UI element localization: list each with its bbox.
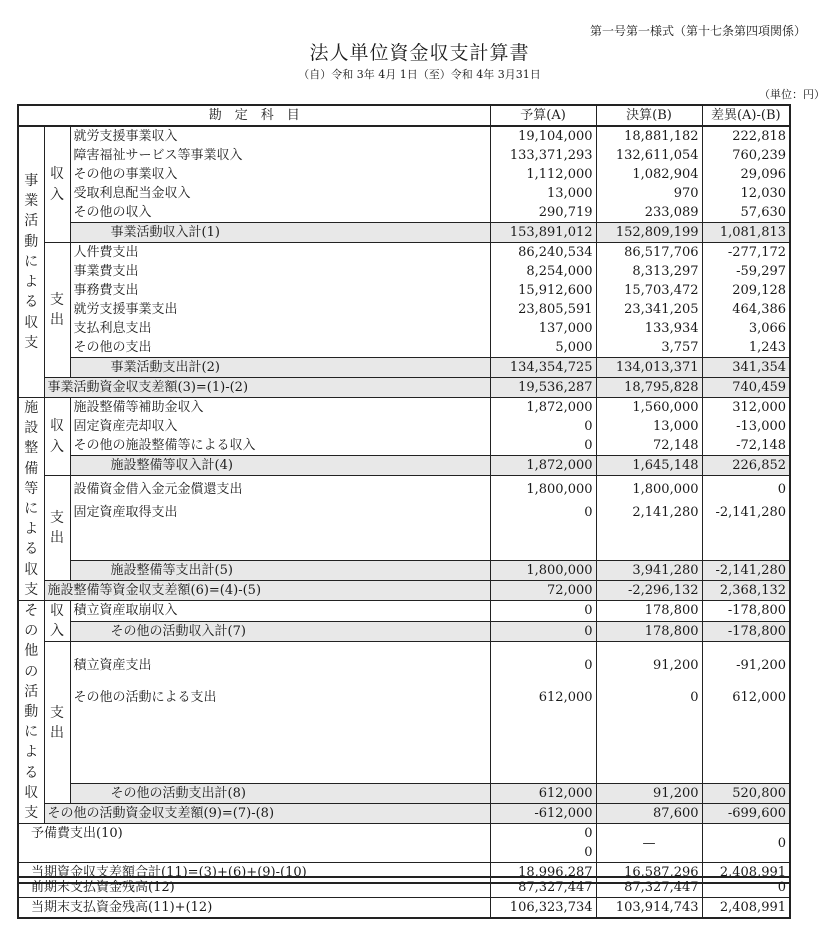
- diff-cell: -72,148: [702, 436, 790, 456]
- table-row: [18, 601, 790, 622]
- budget-cell: 1,872,000: [490, 398, 596, 418]
- budget-cell: 86,240,534: [490, 243, 596, 263]
- actual-cell: 152,809,199: [596, 223, 702, 243]
- diff-cell: -91,200: [702, 642, 790, 688]
- table-row: [18, 541, 790, 561]
- table-row: [18, 165, 790, 184]
- diff-cell: 312,000: [702, 398, 790, 418]
- item-name: 設備資金借入金元金償還支出: [70, 476, 490, 504]
- budget-cell: 133,371,293: [490, 146, 596, 165]
- table-row: [18, 456, 790, 476]
- header-item: 勘 定 科 目: [18, 105, 490, 126]
- table-row: [18, 764, 790, 784]
- group-label: 施設整備等による収支: [18, 398, 44, 601]
- balance-row: [18, 898, 790, 919]
- group-label: その他の活動による収支: [18, 601, 44, 824]
- table-row: [18, 503, 790, 522]
- blank-cell: [596, 764, 702, 784]
- blank-name: [70, 541, 490, 561]
- budget-cell: 137,000: [490, 319, 596, 338]
- diff-cell: -699,600: [702, 804, 790, 824]
- diff-cell: 209,128: [702, 281, 790, 300]
- actual-cell: 15,703,472: [596, 281, 702, 300]
- table-row: [18, 436, 790, 456]
- balance-row-diff: 0: [702, 877, 790, 898]
- actual-cell: 2,141,280: [596, 503, 702, 522]
- balance-name: 事業活動資金収支差額(3)=(1)-(2): [44, 378, 490, 398]
- actual-cell: 72,148: [596, 436, 702, 456]
- diff-cell: 0: [702, 476, 790, 504]
- blank-cell: [596, 726, 702, 745]
- diff-cell: -277,172: [702, 243, 790, 263]
- item-name: 施設整備等補助金収入: [70, 398, 490, 418]
- blank-name: [70, 707, 490, 726]
- budget-cell: -612,000: [490, 804, 596, 824]
- actual-cell: 1,645,148: [596, 456, 702, 476]
- subtotal-name: 事業活動収入計(1): [70, 223, 490, 243]
- actual-cell: 1,800,000: [596, 476, 702, 504]
- blank-cell: [490, 541, 596, 561]
- table-row: [18, 476, 790, 504]
- budget-cell: 72,000: [490, 581, 596, 601]
- item-name: 障害福祉サービス等事業収入: [70, 146, 490, 165]
- blank-cell: [702, 764, 790, 784]
- blank-cell: [490, 522, 596, 541]
- budget-cell: 0: [490, 642, 596, 688]
- blank-cell: [490, 707, 596, 726]
- table-row: [18, 398, 790, 418]
- expense-label: 支出: [44, 642, 70, 804]
- budget-cell: 19,536,287: [490, 378, 596, 398]
- balance-name: その他の活動資金収支差額(9)=(7)-(8): [44, 804, 490, 824]
- balance-row-name: 前期末支払資金残高(12): [18, 877, 490, 898]
- header-budget: 予算(A): [490, 105, 596, 126]
- diff-cell: 740,459: [702, 378, 790, 398]
- subtotal-name: 事業活動支出計(2): [70, 358, 490, 378]
- actual-cell: 8,313,297: [596, 262, 702, 281]
- table-row: [18, 358, 790, 378]
- table-row: [18, 581, 790, 601]
- diff-cell: 341,354: [702, 358, 790, 378]
- table-row: [18, 105, 790, 126]
- blank-cell: [702, 541, 790, 561]
- actual-cell: 233,089: [596, 203, 702, 223]
- balance-row-actual: 103,914,743: [596, 898, 702, 919]
- balance-row-budget: 106,323,734: [490, 898, 596, 919]
- budget-cell: 0: [490, 417, 596, 436]
- item-name: 事務費支出: [70, 281, 490, 300]
- table-row: [18, 319, 790, 338]
- reserve-diff: 0: [702, 824, 790, 863]
- diff-cell: 226,852: [702, 456, 790, 476]
- diff-cell: 29,096: [702, 165, 790, 184]
- budget-cell: 5,000: [490, 338, 596, 358]
- actual-cell: 3,941,280: [596, 561, 702, 581]
- actual-cell: 132,611,054: [596, 146, 702, 165]
- balance-body: [18, 877, 790, 918]
- subtotal-name: その他の活動収入計(7): [70, 621, 490, 642]
- income-label: 収入: [44, 601, 70, 642]
- item-name: その他の支出: [70, 338, 490, 358]
- actual-cell: 91,200: [596, 642, 702, 688]
- blank-cell: [702, 745, 790, 764]
- actual-cell: 91,200: [596, 784, 702, 804]
- group-label: 事業活動による収支: [18, 126, 44, 398]
- diff-cell: -13,000: [702, 417, 790, 436]
- table-row: [18, 417, 790, 436]
- reserve-budget-1: 0: [584, 826, 593, 842]
- actual-cell: 0: [596, 688, 702, 707]
- actual-cell: 1,560,000: [596, 398, 702, 418]
- page-title: 法人単位資金収支計算書: [309, 42, 530, 64]
- budget-cell: 15,912,600: [490, 281, 596, 300]
- reserve-name: 予備費支出(10): [18, 824, 490, 863]
- reserve-budget-cell: [490, 824, 596, 863]
- item-name: 就労支援事業収入: [70, 126, 490, 146]
- balance-table: [17, 876, 791, 919]
- table-row: [18, 561, 790, 581]
- income-label: 収入: [44, 398, 70, 476]
- blank-cell: [596, 707, 702, 726]
- blank-cell: [702, 707, 790, 726]
- budget-cell: 13,000: [490, 184, 596, 203]
- diff-cell: 222,818: [702, 126, 790, 146]
- budget-cell: 1,800,000: [490, 476, 596, 504]
- diff-cell: 612,000: [702, 688, 790, 707]
- cashflow-body: [18, 105, 790, 883]
- diff-cell: -178,800: [702, 621, 790, 642]
- table-row: [18, 126, 790, 146]
- diff-cell: -178,800: [702, 601, 790, 622]
- blank-cell: [596, 745, 702, 764]
- period-total-name: 当期資金収支差額合計(11)=(3)+(6)+(9)-(10): [18, 863, 490, 884]
- budget-cell: 290,719: [490, 203, 596, 223]
- item-name: 受取利息配当金収入: [70, 184, 490, 203]
- income-label: 収入: [44, 126, 70, 243]
- item-name: 就労支援事業支出: [70, 300, 490, 319]
- period-total-diff: 2,408,991: [702, 863, 790, 884]
- blank-cell: [490, 745, 596, 764]
- balance-row-diff: 2,408,991: [702, 898, 790, 919]
- budget-cell: 23,805,591: [490, 300, 596, 319]
- header-actual: 決算(B): [596, 105, 702, 126]
- item-name: 人件費支出: [70, 243, 490, 263]
- reserve-actual: —: [596, 824, 702, 863]
- blank-name: [70, 726, 490, 745]
- blank-cell: [490, 726, 596, 745]
- diff-cell: -2,141,280: [702, 561, 790, 581]
- actual-cell: 86,517,706: [596, 243, 702, 263]
- table-row: [18, 784, 790, 804]
- expense-label: 支出: [44, 476, 70, 581]
- item-name: 固定資産売却収入: [70, 417, 490, 436]
- diff-cell: -2,141,280: [702, 503, 790, 522]
- report-period: （自）令和 3年 4月 1日（至）令和 4年 3月31日: [298, 68, 541, 81]
- diff-cell: 3,066: [702, 319, 790, 338]
- budget-cell: 0: [490, 436, 596, 456]
- actual-cell: 178,800: [596, 601, 702, 622]
- diff-cell: 57,630: [702, 203, 790, 223]
- expense-label: 支出: [44, 243, 70, 378]
- table-row: [18, 203, 790, 223]
- table-row: [18, 243, 790, 263]
- budget-cell: 1,872,000: [490, 456, 596, 476]
- table-row: [18, 223, 790, 243]
- blank-cell: [596, 541, 702, 561]
- table-row: [18, 726, 790, 745]
- table-row: [18, 745, 790, 764]
- table-row: [18, 184, 790, 203]
- actual-cell: -2,296,132: [596, 581, 702, 601]
- actual-cell: 18,795,828: [596, 378, 702, 398]
- subtotal-name: その他の活動支出計(8): [70, 784, 490, 804]
- actual-cell: 3,757: [596, 338, 702, 358]
- actual-cell: 23,341,205: [596, 300, 702, 319]
- diff-cell: 2,368,132: [702, 581, 790, 601]
- subtotal-name: 施設整備等収入計(4): [70, 456, 490, 476]
- item-name: 支払利息支出: [70, 319, 490, 338]
- item-name: 固定資産取得支出: [70, 503, 490, 522]
- budget-cell: 1,112,000: [490, 165, 596, 184]
- blank-cell: [702, 522, 790, 541]
- budget-cell: 0: [490, 503, 596, 522]
- period-total-budget: 18,996,287: [490, 863, 596, 884]
- budget-cell: 134,354,725: [490, 358, 596, 378]
- actual-cell: 18,881,182: [596, 126, 702, 146]
- table-row: [18, 338, 790, 358]
- table-row: [18, 146, 790, 165]
- balance-row: [18, 877, 790, 898]
- form-note: 第一号第一様式（第十七条第四項関係）: [590, 24, 807, 38]
- cashflow-table: [17, 104, 791, 884]
- table-row: [18, 621, 790, 642]
- actual-cell: 133,934: [596, 319, 702, 338]
- budget-cell: 19,104,000: [490, 126, 596, 146]
- balance-row-name: 当期末支払資金残高(11)+(12): [18, 898, 490, 919]
- budget-cell: 8,254,000: [490, 262, 596, 281]
- item-name: 積立資産取崩収入: [70, 601, 490, 622]
- balance-row-actual: 87,327,447: [596, 877, 702, 898]
- diff-cell: -59,297: [702, 262, 790, 281]
- table-row: [18, 300, 790, 319]
- blank-name: [70, 745, 490, 764]
- diff-cell: 12,030: [702, 184, 790, 203]
- blank-name: [70, 522, 490, 541]
- balance-name: 施設整備等資金収支差額(6)=(4)-(5): [44, 581, 490, 601]
- item-name: その他の施設整備等による収入: [70, 436, 490, 456]
- reserve-budget-2: 0: [584, 845, 593, 861]
- actual-cell: 134,013,371: [596, 358, 702, 378]
- balance-row-budget: 87,327,447: [490, 877, 596, 898]
- budget-cell: 153,891,012: [490, 223, 596, 243]
- header-diff: 差異(A)-(B): [702, 105, 790, 126]
- item-name: その他の活動による支出: [70, 688, 490, 707]
- table-row: [18, 522, 790, 541]
- table-row: [18, 281, 790, 300]
- diff-cell: 1,243: [702, 338, 790, 358]
- blank-cell: [702, 726, 790, 745]
- actual-cell: 178,800: [596, 621, 702, 642]
- actual-cell: 1,082,904: [596, 165, 702, 184]
- item-name: 積立資産支出: [70, 642, 490, 688]
- budget-cell: 0: [490, 621, 596, 642]
- table-row: [18, 707, 790, 726]
- blank-cell: [596, 522, 702, 541]
- budget-cell: 612,000: [490, 688, 596, 707]
- unit-label: （単位：円）: [759, 88, 825, 101]
- blank-cell: [490, 764, 596, 784]
- table-row: [18, 688, 790, 707]
- diff-cell: 1,081,813: [702, 223, 790, 243]
- table-row: [18, 824, 790, 863]
- actual-cell: 13,000: [596, 417, 702, 436]
- diff-cell: 464,386: [702, 300, 790, 319]
- table-row: [18, 378, 790, 398]
- budget-cell: 1,800,000: [490, 561, 596, 581]
- table-row: [18, 804, 790, 824]
- table-row: [18, 642, 790, 688]
- diff-cell: 520,800: [702, 784, 790, 804]
- table-row: [18, 262, 790, 281]
- blank-name: [70, 764, 490, 784]
- diff-cell: 760,239: [702, 146, 790, 165]
- budget-cell: 612,000: [490, 784, 596, 804]
- item-name: その他の事業収入: [70, 165, 490, 184]
- actual-cell: 970: [596, 184, 702, 203]
- period-total-actual: 16,587,296: [596, 863, 702, 884]
- actual-cell: 87,600: [596, 804, 702, 824]
- item-name: その他の収入: [70, 203, 490, 223]
- subtotal-name: 施設整備等支出計(5): [70, 561, 490, 581]
- budget-cell: 0: [490, 601, 596, 622]
- item-name: 事業費支出: [70, 262, 490, 281]
